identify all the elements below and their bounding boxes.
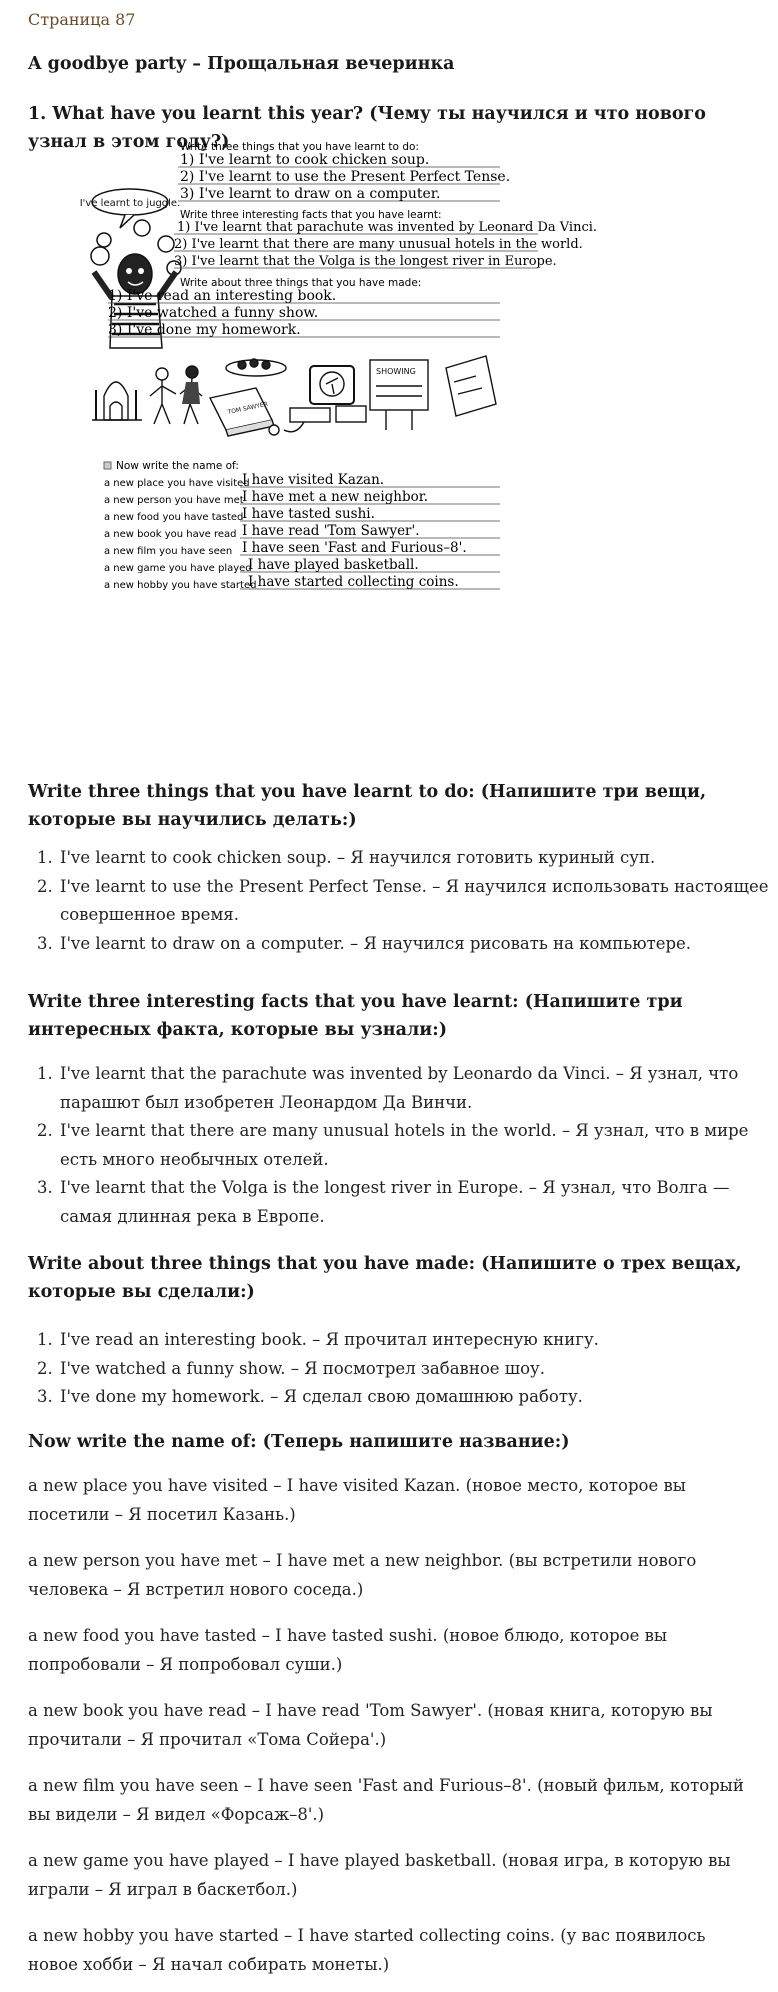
name-answer-7: I have started collecting coins.: [248, 574, 459, 590]
facts-answer-1: 1) I've learnt that parachute was invented by Leonard Da Vinci.: [177, 220, 598, 235]
album-icon: [446, 356, 496, 416]
name-paragraph: a new food you have tasted – I have tasted sushi. (новое блюдо, которое вы попробовали – Я попробовал суши.): [28, 1626, 668, 1674]
section-facts-list: [28, 1060, 778, 1231]
name-answer-2: I have met a new neighbor.: [242, 489, 429, 505]
list-item: 2. I've watched a funny show. – Я посмотрел забавное шоу.: [58, 1355, 778, 1384]
section-facts-heading: Write three interesting facts that you have learnt: (Напишите три интересных факта, которые вы узнали:): [28, 992, 683, 1040]
list-item: 3. I've done my homework. – Я сделал свою домашнюю работу.: [58, 1383, 778, 1412]
name-paragraph: a new game you have played – I have played basketball. (новая игра, в которую вы играли – Я играл в баскетбол.): [28, 1851, 731, 1899]
book-cover-text: TOM SAWYER: [227, 400, 269, 417]
list-item: 2. I've learnt to use the Present Perfect Tense. – Я научился использовать настоящее совершенное время.: [58, 873, 778, 930]
made-answer-3: 3) I've done my homework.: [108, 322, 301, 338]
section-made-heading: Write about three things that you have made: (Напишите о трех вещах, которые вы сделали:): [28, 1254, 742, 1302]
made-answer-1: 1) I've read an interesting book.: [108, 288, 337, 304]
learnt-answer-1: 1) I've learnt to cook chicken soup.: [180, 152, 430, 168]
list-item: 3. I've learnt that the Volga is the longest river in Europe. – Я узнал, что Волга — самая длинная река в Европе.: [58, 1174, 778, 1231]
people-icon: [150, 366, 202, 424]
name-paragraph: a new book you have read – I have read 'Tom Sawyer'. (новая книга, которую вы прочитали – Я прочитал «Тома Сойера'.): [28, 1701, 713, 1749]
list-item: 1. I've read an interesting book. – Я прочитал интересную книгу.: [58, 1326, 778, 1355]
name-paragraph: a new person you have met – I have met a new neighbor. (вы встретили нового человека – Я встретил нового соседа.): [28, 1551, 697, 1599]
section-learnt-heading: Write three things that you have learnt to do: (Напишите три вещи, которые вы научились делать:): [28, 782, 707, 830]
book-icon: [210, 388, 274, 436]
facts-answer-2: 2) I've learnt that there are many unusual hotels in the world.: [174, 237, 583, 252]
cinema-sign-icon: [370, 360, 428, 430]
tv-icon: [310, 366, 354, 404]
prompt-facts: Write three interesting facts that you have learnt:: [180, 209, 442, 221]
cinema-sign-text: SHOWING: [376, 367, 416, 376]
name-answer-1: I have visited Kazan.: [242, 472, 385, 488]
section-made-list: [28, 1326, 778, 1412]
list-item: 3. I've learnt to draw on a computer. – Я научился рисовать на компьютере.: [58, 930, 778, 959]
name-answer-4: I have read 'Tom Sawyer'.: [242, 523, 420, 539]
section-learnt-list: [28, 844, 778, 958]
name-answer-3: I have tasted sushi.: [242, 506, 375, 522]
list-item: 2. I've learnt that there are many unusual hotels in the world. – Я узнал, что в мире есть много необычных отелей.: [58, 1117, 778, 1174]
learnt-answer-2: 2) I've learnt to use the Present Perfect Tense.: [180, 169, 511, 185]
name-label-1: a new place you have visited: [104, 478, 250, 489]
game-console-icon: [269, 406, 366, 435]
name-label-7: a new hobby you have started: [104, 580, 257, 591]
name-label-4: a new book you have read: [104, 529, 237, 540]
name-paragraph: a new film you have seen – I have seen 'Fast and Furious–8'. (новый фильм, который вы видели – Я видел «Форсаж–8'.): [28, 1776, 744, 1824]
list-item: 1. I've learnt that the parachute was invented by Leonardo da Vinci. – Я узнал, что парашют был изобретен Леонардом Да Винчи.: [58, 1060, 778, 1117]
food-plate-icon: [226, 359, 286, 376]
palace-icon: [92, 382, 142, 420]
page-title: A goodbye party – Прощальная вечеринка: [28, 54, 455, 74]
checkbox-icon: [104, 462, 111, 469]
speech-bubble-text: I've learnt to juggle.: [79, 198, 181, 209]
breadcrumb[interactable]: Страница 87: [28, 10, 136, 29]
illustration-strip: [92, 356, 496, 436]
name-label-5: a new film you have seen: [104, 546, 233, 557]
name-answer-6: I have played basketball.: [248, 557, 419, 573]
worksheet-image: [79, 141, 650, 758]
now-write-prompt: Now write the name of:: [116, 460, 239, 472]
question-1-heading: 1. What have you learnt this year? (Чему ты научился и что нового узнал в этом году?): [28, 104, 706, 152]
list-item: 1. I've learnt to cook chicken soup. – Я научился готовить куриный суп.: [58, 844, 778, 873]
name-label-3: a new food you have tasted: [104, 512, 244, 523]
learnt-answer-3: 3) I've learnt to draw on a computer.: [180, 186, 441, 202]
made-answer-2: 2) I've watched a funny show.: [108, 305, 319, 321]
name-paragraph: a new place you have visited – I have visited Kazan. (новое место, которое вы посетили – Я посетил Казань.): [28, 1476, 686, 1524]
prompt-learnt: Write three things that you have learnt to do:: [180, 141, 419, 153]
prompt-made: Write about three things that you have made:: [180, 277, 422, 289]
facts-answer-3: 3) I've learnt that the Volga is the longest river in Europe.: [174, 254, 557, 269]
name-label-2: a new person you have met: [104, 495, 244, 506]
name-answer-5: I have seen 'Fast and Furious–8'.: [242, 540, 467, 556]
section-names-heading: Now write the name of: (Теперь напишите название:): [28, 1432, 570, 1452]
name-label-6: a new game you have played: [104, 563, 252, 574]
name-paragraph: a new hobby you have started – I have started collecting coins. (у вас появилось новое хобби – Я начал собирать монеты.): [28, 1926, 706, 1974]
